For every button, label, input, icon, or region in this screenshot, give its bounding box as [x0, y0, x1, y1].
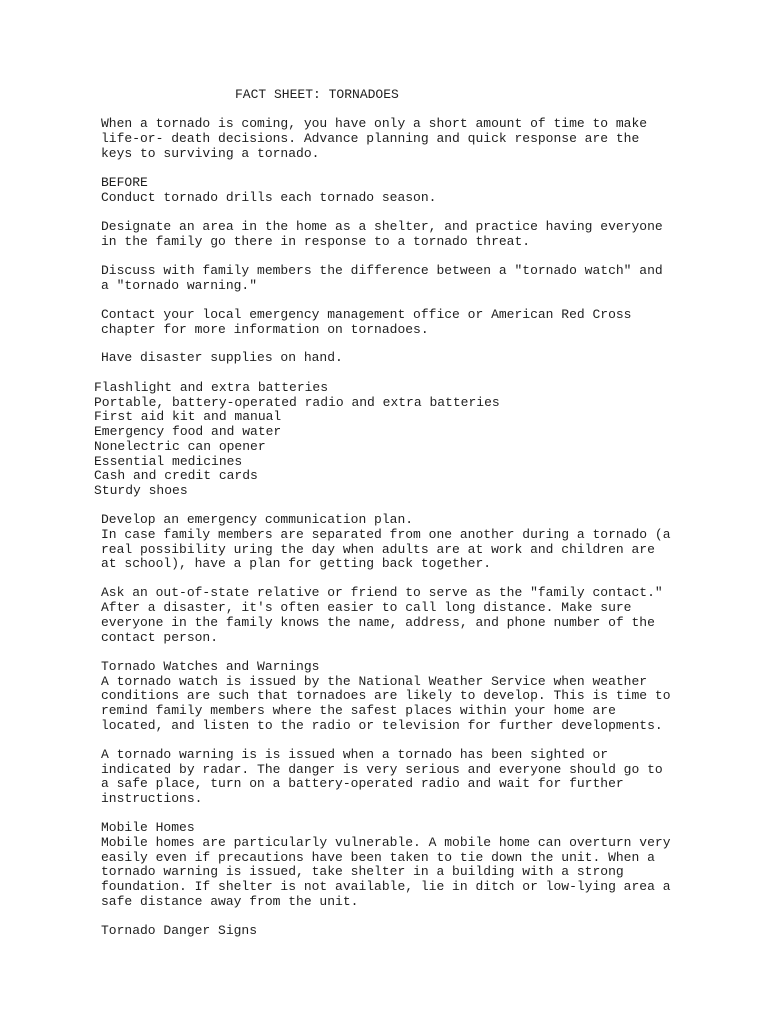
mobile-line: safe distance away from the unit.	[101, 894, 359, 909]
supplies-heading: Have disaster supplies on hand.	[101, 350, 343, 365]
mobile-line: foundation. If shelter is not available, lie in ditch or low-lying area a	[101, 879, 671, 894]
intro-line: When a tornado is coming, you have only a short amount of time to make	[101, 116, 648, 131]
watches-line: remind family members where the safest places within your home are	[101, 703, 616, 718]
supply-item: Flashlight and extra batteries	[94, 380, 329, 395]
family-contact-line: everyone in the family knows the name, address, and phone number of the	[101, 615, 655, 630]
family-contact-line: contact person.	[101, 630, 219, 645]
designate-line: in the family go there in response to a tornado threat.	[101, 234, 531, 249]
watches-line: located, and listen to the radio or television for further developments.	[101, 718, 663, 733]
danger-heading: Tornado Danger Signs	[101, 923, 258, 938]
mobile-line: easily even if precautions have been taken to tie down the unit. When a	[101, 850, 655, 865]
before-heading: BEFORE	[101, 175, 148, 190]
supply-item: First aid kit and manual	[94, 409, 282, 424]
supply-item: Sturdy shoes	[94, 483, 188, 498]
discuss-line: Discuss with family members the difference between a "tornado watch" and	[101, 263, 663, 278]
discuss-line: a "tornado warning."	[101, 278, 258, 293]
family-contact-line: After a disaster, it's often easier to call long distance. Make sure	[101, 600, 632, 615]
comm-plan-line: Develop an emergency communication plan.	[101, 512, 414, 527]
supply-item: Emergency food and water	[94, 424, 282, 439]
designate-line: Designate an area in the home as a shelter, and practice having everyone	[101, 219, 663, 234]
supply-item: Cash and credit cards	[94, 468, 258, 483]
watches-line: A tornado watch is issued by the National Weather Service when weather	[101, 674, 648, 689]
intro-line: life-or- death decisions. Advance planning and quick response are the	[101, 131, 640, 146]
mobile-heading: Mobile Homes	[101, 820, 195, 835]
comm-plan-line: In case family members are separated from one another during a tornado (a	[101, 527, 671, 542]
page-title: FACT SHEET: TORNADOES	[235, 87, 399, 102]
supply-item: Essential medicines	[94, 454, 243, 469]
supply-item: Nonelectric can opener	[94, 439, 266, 454]
contact-line: chapter for more information on tornadoes.	[101, 322, 429, 337]
comm-plan-line: at school), have a plan for getting back together.	[101, 556, 492, 571]
intro-line: keys to surviving a tornado.	[101, 146, 320, 161]
contact-line: Contact your local emergency management office or American Red Cross	[101, 307, 632, 322]
warning-line: A tornado warning is is issued when a tornado has been sighted or	[101, 747, 609, 762]
before-line: Conduct tornado drills each tornado season.	[101, 190, 437, 205]
watches-line: conditions are such that tornadoes are likely to develop. This is time to	[101, 688, 671, 703]
watches-heading: Tornado Watches and Warnings	[101, 659, 320, 674]
warning-line: indicated by radar. The danger is very serious and everyone should go to	[101, 762, 663, 777]
mobile-line: Mobile homes are particularly vulnerable. A mobile home can overturn very	[101, 835, 671, 850]
warning-line: a safe place, turn on a battery-operated radio and wait for further	[101, 776, 624, 791]
comm-plan-line: real possibility uring the day when adults are at work and children are	[101, 542, 655, 557]
supply-item: Portable, battery-operated radio and extra batteries	[94, 395, 500, 410]
mobile-line: tornado warning is issued, take shelter in a building with a strong	[101, 864, 624, 879]
warning-line: instructions.	[101, 791, 203, 806]
family-contact-line: Ask an out-of-state relative or friend to serve as the "family contact."	[101, 585, 663, 600]
